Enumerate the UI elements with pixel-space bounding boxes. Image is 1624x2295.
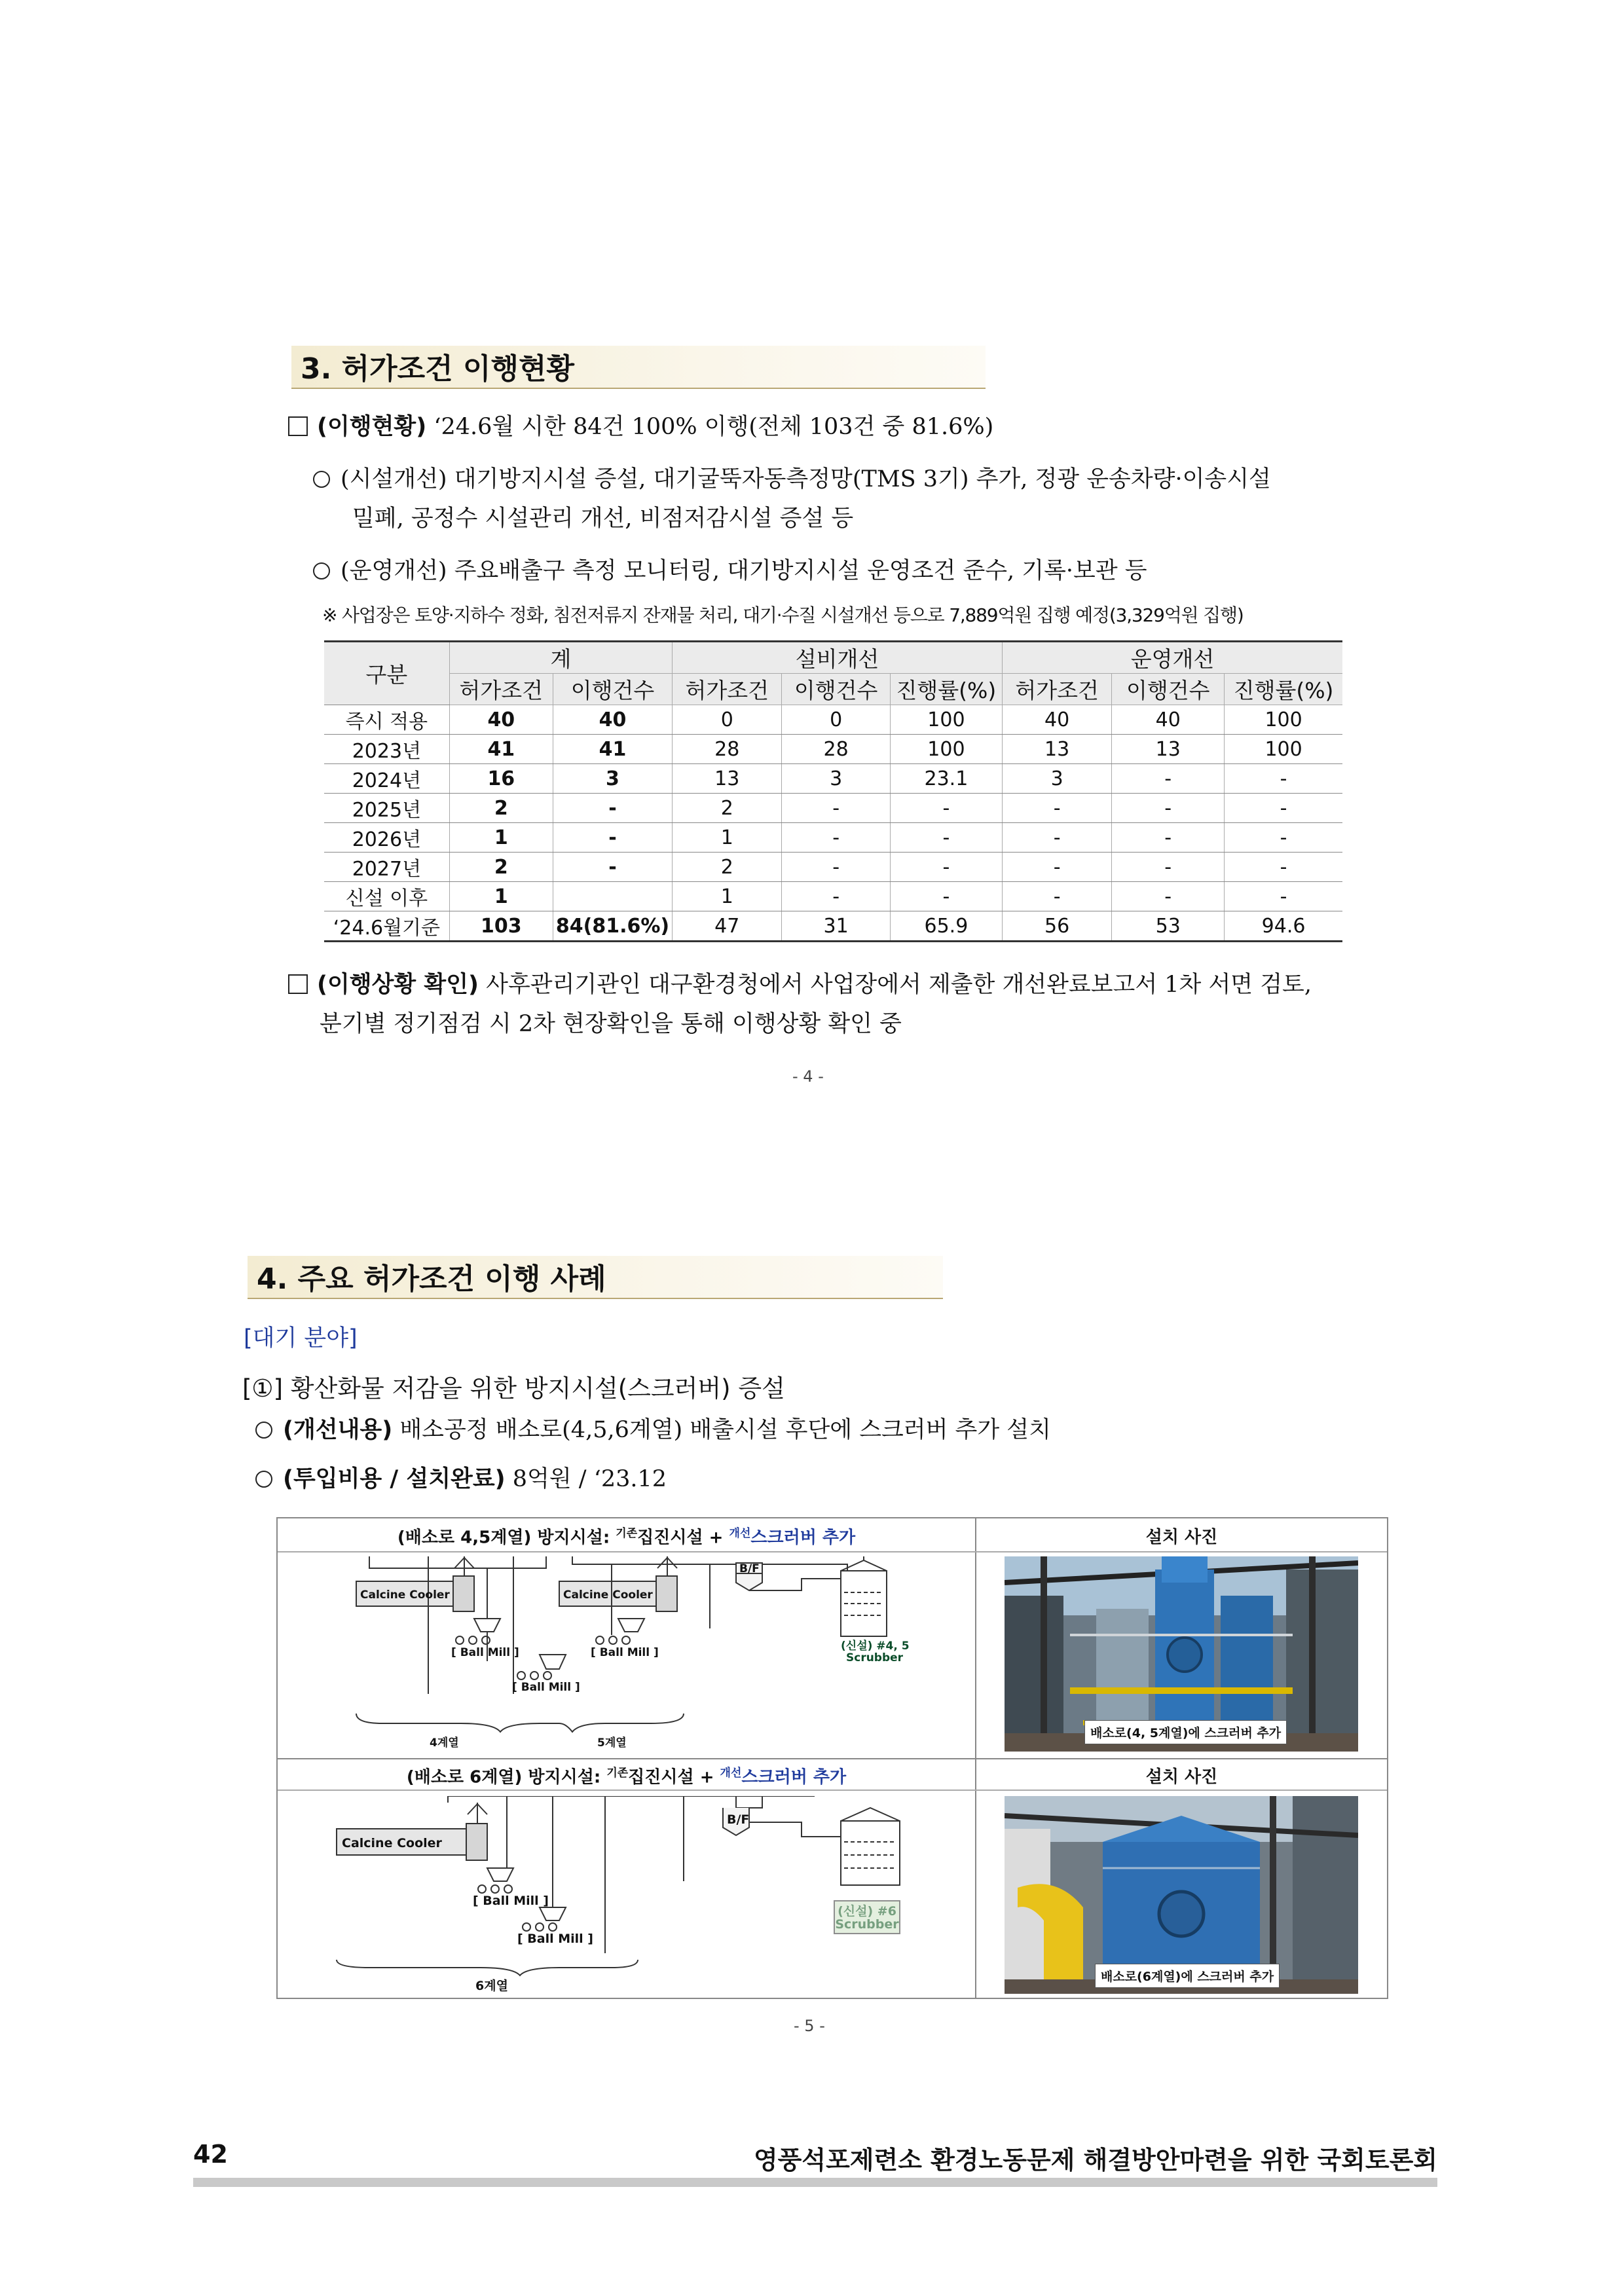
header-rate: 진행률(%) — [1225, 674, 1342, 705]
figure-divider — [278, 1758, 1387, 1759]
table-cell: 1 — [449, 882, 553, 911]
table-cell: - — [890, 794, 1002, 823]
calcine-cooler-label: Calcine Cooler — [342, 1836, 442, 1850]
table-cell: 13 — [673, 764, 782, 794]
ball-mill-label: [ Ball Mill ] — [517, 1932, 593, 1946]
table-cell: 0 — [782, 705, 890, 735]
table-cell: - — [890, 853, 1002, 882]
square-bullet-icon — [288, 416, 308, 436]
table-cell: 2 — [673, 794, 782, 823]
row-label-cell: 즉시 적용 — [324, 705, 449, 735]
table-cell: - — [553, 853, 672, 882]
table-row — [324, 764, 1342, 794]
header-operation: 운영개선 — [1002, 642, 1342, 674]
operation-improvement-line: (운영개선) 주요배출구 측정 모니터링, 대기방지시설 운영조건 준수, 기록·보관 등 — [313, 555, 1147, 587]
table-row — [324, 911, 1342, 942]
table-cell: 23.1 — [890, 764, 1002, 794]
circle-bullet-icon — [313, 562, 330, 579]
table-cell: 1 — [673, 823, 782, 853]
table-cell: 94.6 — [1225, 911, 1342, 942]
row-label-cell: 2023년 — [324, 735, 449, 764]
table-cell: - — [1112, 794, 1225, 823]
circle-bullet-icon — [313, 471, 330, 488]
circle-bullet-icon — [255, 1422, 272, 1439]
table-cell: 56 — [1002, 911, 1111, 942]
row-label-cell: 2025년 — [324, 794, 449, 823]
bag-filter-label: B/F — [727, 1812, 750, 1827]
verification-paragraph-line1: (이행상황 확인) 사후관리기관인 대구환경청에서 사업장에서 제출한 개선완료보고서 1차 서면 검토, — [288, 969, 1312, 1001]
table-cell: - — [1225, 823, 1342, 853]
table-cell: 40 — [1002, 705, 1111, 735]
row-label-cell: 2027년 — [324, 853, 449, 882]
figure-divider — [278, 1790, 1387, 1791]
table-cell: - — [1002, 882, 1111, 911]
table-cell: 28 — [673, 735, 782, 764]
footer-rule — [193, 2178, 1437, 2187]
table-cell: 1 — [449, 823, 553, 853]
photo-caption-6: 배소로(6계열)에 스크러버 추가 — [1095, 1964, 1280, 1988]
table-cell: 40 — [1112, 705, 1225, 735]
table-cell: - — [1002, 823, 1111, 853]
table-header-row-2 — [324, 674, 1342, 705]
table-cell: - — [1002, 794, 1111, 823]
circle-bullet-icon — [255, 1471, 272, 1488]
ball-mill-label: [ Ball Mill ] — [473, 1894, 549, 1908]
table-cell: - — [1112, 764, 1225, 794]
table-cell: - — [782, 823, 890, 853]
table-cell: - — [782, 882, 890, 911]
facility-improvement-line2: 밀폐, 공정수 시설관리 개선, 비점저감시설 증설 등 — [352, 505, 854, 532]
table-cell: - — [1002, 853, 1111, 882]
footer-page-number: 42 — [193, 2140, 228, 2169]
photo-header-1: 설치 사진 — [1145, 1528, 1218, 1547]
table-cell: - — [1225, 794, 1342, 823]
section-4-title: 4. 주요 허가조건 이행 사례 — [248, 1256, 943, 1299]
page-number-4: - 4 - — [792, 1067, 824, 1086]
category-label: [대기 분야] — [244, 1325, 358, 1351]
scrubber-label: Scrubber — [846, 1651, 904, 1664]
process-diagram-45 — [343, 1556, 959, 1753]
diagram-header-45: (배소로 4,5계열) 방지시설: $^{기존}$집진시설 + $^{개선}$스크러버 추가 — [397, 1527, 856, 1548]
series-label: 4계열 — [430, 1736, 459, 1750]
header-group: 구분 — [324, 642, 449, 705]
cost-completion-line: (투입비용 / 설치완료) 8억원 / ‘23.12 — [255, 1463, 667, 1495]
table-cell: - — [890, 823, 1002, 853]
table-row — [324, 794, 1342, 823]
table-cell: 3 — [553, 764, 672, 794]
header-count: 이행건수 — [553, 674, 672, 705]
table-cell: - — [553, 823, 672, 853]
table-cell: - — [782, 853, 890, 882]
permit-status-table — [324, 640, 1342, 942]
row-label-cell: 2026년 — [324, 823, 449, 853]
table-cell: 100 — [890, 735, 1002, 764]
facility-improvement-line1: (시설개선) 대기방지시설 증설, 대기굴뚝자동측정망(TMS 3기) 추가, 정광 운송차량·이송시설 — [313, 464, 1271, 495]
square-bullet-icon — [288, 974, 308, 994]
header-count: 이행건수 — [1112, 674, 1225, 705]
table-cell: 28 — [782, 735, 890, 764]
photo-header-2: 설치 사진 — [1145, 1767, 1218, 1787]
table-cell: - — [1225, 853, 1342, 882]
table-cell: 3 — [782, 764, 890, 794]
table-cell: - — [782, 794, 890, 823]
table-cell: 100 — [890, 705, 1002, 735]
table-cell: 13 — [1002, 735, 1111, 764]
header-total: 계 — [449, 642, 672, 674]
table-cell: - — [1225, 764, 1342, 794]
diagram-header-6: (배소로 6계열) 방지시설: $^{기존}$집진시설 + $^{개선}$스크러버 추가 — [406, 1767, 847, 1788]
table-cell: 40 — [449, 705, 553, 735]
calcine-cooler-label: Calcine Cooler — [563, 1588, 653, 1602]
table-cell: - — [1225, 882, 1342, 911]
process-diagram-6 — [330, 1796, 959, 1992]
row-label-cell: 2024년 — [324, 764, 449, 794]
photo-caption-45: 배소로(4, 5계열)에 스크러버 추가 — [1084, 1720, 1287, 1744]
table-row — [324, 882, 1342, 911]
figure-divider — [278, 1551, 1387, 1552]
table-cell: 103 — [449, 911, 553, 942]
item-title: [①] 황산화물 저감을 위한 방지시설(스크러버) 증설 — [242, 1374, 785, 1403]
table-cell: 3 — [1002, 764, 1111, 794]
investment-note: ※ 사업장은 토양·지하수 정화, 침전저류지 잔재물 처리, 대기·수질 시설개선 등으로 7,889억원 집행 예정(3,329억원 집행) — [322, 604, 1244, 626]
table-cell: 40 — [553, 705, 672, 735]
table-cell — [553, 882, 672, 911]
table-cell: 100 — [1225, 705, 1342, 735]
ball-mill-label: [ Ball Mill ] — [512, 1681, 580, 1694]
table-header-row-1 — [324, 642, 1342, 674]
table-cell: 2 — [449, 853, 553, 882]
table-row — [324, 853, 1342, 882]
table-cell: 41 — [449, 735, 553, 764]
row-label-cell: ‘24.6월기준 — [324, 911, 449, 942]
table-cell: 13 — [1112, 735, 1225, 764]
table-row — [324, 735, 1342, 764]
ball-mill-label: [ Ball Mill ] — [451, 1646, 519, 1659]
table-cell: - — [1112, 853, 1225, 882]
table-cell: 31 — [782, 911, 890, 942]
table-cell: 47 — [673, 911, 782, 942]
table-cell: 84(81.6%) — [553, 911, 672, 942]
table-cell: 1 — [673, 882, 782, 911]
header-cond: 허가조건 — [449, 674, 553, 705]
header-cond: 허가조건 — [1002, 674, 1111, 705]
page-number-5: - 5 - — [794, 2017, 825, 2035]
bag-filter-label: B/F — [739, 1562, 760, 1575]
calcine-cooler-label: Calcine Cooler — [360, 1588, 450, 1602]
series-label: 6계열 — [475, 1979, 508, 1992]
table-cell: 53 — [1112, 911, 1225, 942]
table-row — [324, 823, 1342, 853]
installation-photo-6 — [1005, 1796, 1358, 1994]
table-cell: 0 — [673, 705, 782, 735]
status-paragraph: (이행현황) ‘24.6월 시한 84건 100% 이행(전체 103건 중 81.6%) — [288, 411, 993, 443]
table-cell: 100 — [1225, 735, 1342, 764]
header-cond: 허가조건 — [673, 674, 782, 705]
table-cell: - — [553, 794, 672, 823]
installation-photo-45 — [1005, 1556, 1358, 1752]
series-label: 5계열 — [597, 1736, 627, 1750]
section-3-title: 3. 허가조건 이행현황 — [291, 346, 986, 389]
table-cell: - — [1112, 823, 1225, 853]
scrubber-figure-box — [276, 1517, 1388, 1999]
table-cell: 16 — [449, 764, 553, 794]
table-row — [324, 705, 1342, 735]
verification-paragraph-line2: 분기별 정기점검 시 2차 현장확인을 통해 이행상황 확인 중 — [320, 1011, 902, 1037]
table-cell: 2 — [449, 794, 553, 823]
table-cell: 2 — [673, 853, 782, 882]
table-cell: - — [890, 882, 1002, 911]
table-cell: 65.9 — [890, 911, 1002, 942]
header-facility: 설비개선 — [673, 642, 1003, 674]
improvement-content-line: (개선내용) 배소공정 배소로(4,5,6계열) 배출시설 후단에 스크러버 추가 설치 — [255, 1414, 1051, 1446]
table-cell: - — [1112, 882, 1225, 911]
row-label-cell: 신설 이후 — [324, 882, 449, 911]
scrubber-label: (신설) #4, 5 — [841, 1640, 910, 1653]
table-cell: 41 — [553, 735, 672, 764]
ball-mill-label: [ Ball Mill ] — [591, 1646, 659, 1659]
header-rate: 진행률(%) — [890, 674, 1002, 705]
footer-title: 영풍석포제련소 환경노동문제 해결방안마련을 위한 국회토론회 — [753, 2146, 1437, 2175]
header-count: 이행건수 — [782, 674, 890, 705]
